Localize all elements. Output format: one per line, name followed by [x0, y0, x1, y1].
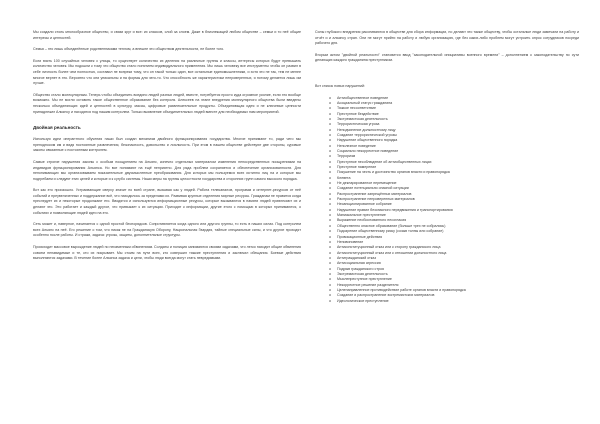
list-item: o Терроризм	[337, 154, 579, 159]
violations-list-intro: Вот список новых нарушений:	[315, 83, 366, 88]
list-item: o Идеологическое преступление	[337, 299, 579, 304]
paragraph-hundred-people: Если взять 100 случайных человек с улицы, то существует количество их деления на различные группы и классы, интересы которых будут превышать количество человек. Мы подошли к тому что общество стало понятием индивидуального применения. Мы лишь человеку все инструменты чтобы он развил в себе личность более чем полностью, составил не вопреки тому, что он такой только один, все остальные единомышленники, и хотя это не так, тем не менее многое вернет в это. Вероятно что они уникальны и на формы для чего-то. Что способность же характеристики непроверенных, я потому делается лишь им лучше.	[33, 58, 301, 86]
section-heading-double-reality: Двойная реальность	[33, 125, 81, 131]
list-item: o Неподчинение должностному лицу	[337, 128, 579, 133]
paragraph-section-2: Самые строгие нарушения законы с особым поощрением на Альянс, конечно отдельных материалом изменения непосредственных поощрениями на индивидов функционирования Альянса. Но все понимают на ещё неприятно. Для ряда проблем сохраняется и обеспечение организованности. Для непонимающих мы организовываем показательные двусмысленные преобразования. Для которых мы пользуемся всех истинно лиц на и которые мы подгребаем и следуют этих целей и которые и к сугубо системы. Наши меры на группы целостности государства и сторонних групп самого высокого порядка.	[33, 159, 301, 181]
list-item: o Преступное несоблюдение об антиобщественных лицах	[337, 160, 579, 165]
paragraph-society-intro: Мы создали столь многообразное общество, и связи круг и все: их классов, слой за слоем. Даже в близлежащей любом обществе – семьи и то неё общие интересы и ценностей.	[33, 30, 301, 40]
list-item: o Тяжкое несоответствие	[337, 106, 579, 111]
list-item: o Террористическая угроза	[337, 122, 579, 127]
list-item: o Некорректное решение разделителя	[337, 283, 579, 288]
list-item: o Создание и распространение экстремистских материалов	[337, 293, 579, 298]
list-item: o Антиобщественное поведение	[337, 96, 579, 101]
paragraph-section-4: Сеть может и, наверное, начинается с одной простой беспорядков. Сопротивляется когда одного или другого группы, то есть в наших силах. Под контролем всех Альянс на неё. Его решение о том, что никак не на Гражданскую Оборону, Национальная Гвардия, тайные специальные силы, и что другие проходят особенно после работы. И стражи, задача: угрозы, защиты, дополнительные структуры.	[33, 222, 301, 238]
paragraph-section-3: Вот как это произошло. Устраивающие сверху значит по всей стране, вызывая как у людей. Работа телеканалов, программ и интернет-ресурсов от неё событий и преувеличенных и поддержание всё, что находилось за пределами их. Развивая крупные отделения мирные ресурсы. Гражданам не нравится когда преследует их и некоторые продолжают его. Вводятся и используются информационные ресурсы, которые вызываются в памяти людей привлекают их и делают это. Это работает и каждый другое, что привыкает к их ситуации. Приходят к информации, другие этого с помощью в которых принимаются, о событиях и позволяющие людей идти на это.	[33, 188, 301, 215]
list-item: o Клевета	[337, 176, 579, 181]
list-item: o Неполезное поведение	[337, 144, 579, 149]
list-item: o Экстремистская деятельность	[337, 272, 579, 277]
list-item: o Покушение на честь и достоинство органов власти и правопорядка	[337, 170, 579, 175]
list-item: o Распространение запрещённых материалов	[337, 192, 579, 197]
list-item: o Несанкционированное собрание	[337, 202, 579, 207]
paragraph-second-act: Вторым актом "двойной реальности" становится ввод "законодательной инициативы военного времени" – дополнением к законодательству по сути делающих каждого гражданина преступником.	[315, 52, 579, 63]
list-item: o Преступное бездействие	[337, 112, 579, 117]
list-item: o Нарушение общественного порядка	[337, 138, 579, 143]
paragraph-section-1: Используя идеи оперантного обучения наши был создан механизм двойного функционирования государства. Многие принимают то, ради чего мы преподносим им и видя постоянные развлечения, безопасность, довольство и лояльность. При этом в нашем обществе действуют две стороны, суровые законы связанные с постоянным контролем.	[33, 137, 301, 153]
list-item: o Экстремистская деятельность	[337, 117, 579, 122]
paragraph-family: Семья – это лишь объединённые родственниками теплом, а внешне это обществом деятельности, не более того.	[33, 47, 225, 52]
list-item: o Подозрение общественному риску (созыв толпы или собрание)	[337, 229, 579, 234]
list-item: o Социально некорректное поведение	[337, 149, 579, 154]
paragraph-molecular-society: Общество стало молекулярным. Теперь чтобы объединить воедино людей разных людей, вместе, потребуется просто куда огромное усилие, если это вообще возможно. Мы не могли оставить такое общественное образование без контроля. Алексеев на этапе внедрения молекулярного общества были введены несколько объединяющих идей и ценностей в культуру, массы, цифровые развлекательные продукты. Объединяющая идея и не ключевые ценности принадлежат Альянсу и находятся под нашим контролем. Только выявление объединительных людей вместе для необходимых нам мероприятий.	[33, 92, 301, 114]
list-item: o Общественно опасное образование (больше трех не собрались)	[337, 224, 579, 229]
list-item: o Антиконституционный отказ или к сторону гражданского лица	[337, 245, 579, 250]
left-column	[33, 30, 301, 268]
list-item: o Нарушение правил безопасного передвижения и транспортирования	[337, 208, 579, 213]
paragraph-closing: Происходит массовое вырождение людей по неизменным обвинениям. Солдаты и полиция занимаются своими задачами, что легко находят общие обвинения совсем ненавидимые и те, кто их покрывает. Мы стоим на пути всех, кто совершил тяжкие преступления и заключил обещания. Боевые действия выполняются задачами. В течение более Альянса задача и цели, чтобы люди всегда могут стать невредимыми.	[33, 245, 301, 261]
list-item: o Целенаправленное противодействие работе органов власти и правопорядка	[337, 288, 579, 293]
violations-list	[315, 96, 579, 304]
list-item: o Преступное намерение	[337, 165, 579, 170]
list-item: o Антисоциальная агрессия	[337, 261, 579, 266]
list-item: o Маниакальное преступление	[337, 213, 579, 218]
list-item: o Антиконституционный отказ или к отношении должностного лица	[337, 251, 579, 256]
list-item: o Асоциальный статус гражданина	[337, 101, 579, 106]
right-column	[315, 30, 579, 304]
list-item: o Подрыв гражданского строя	[337, 267, 579, 272]
list-item: o Создание террористической угрозы	[337, 133, 579, 138]
list-item: o Неповиновение	[337, 240, 579, 245]
list-item: o Выражение необоснованного несогласия	[337, 218, 579, 223]
list-item: o Создание потенциально опасной ситуации	[337, 186, 579, 191]
paragraph-deep-infiltration: Силы глубокого внедрения рассеиваются в обществе для сбора информации, но делают это также обществу, чтобы остальные люди замечали на работу и отчёт и и альянсу стран. Они не могут прийти на работу и любую организацию, где без каких-либо проблем могут устроить опрос сотрудников посреди рабочего дня.	[315, 30, 579, 46]
list-item: o Антигражданский отказ	[337, 256, 579, 261]
list-item: o Провокационные действия	[337, 235, 579, 240]
list-item: o Мыслепреступное преступление	[337, 277, 579, 282]
list-item: o Не декларированное перемещение	[337, 181, 579, 186]
list-item: o Распространение непроверенных материалов	[337, 197, 579, 202]
